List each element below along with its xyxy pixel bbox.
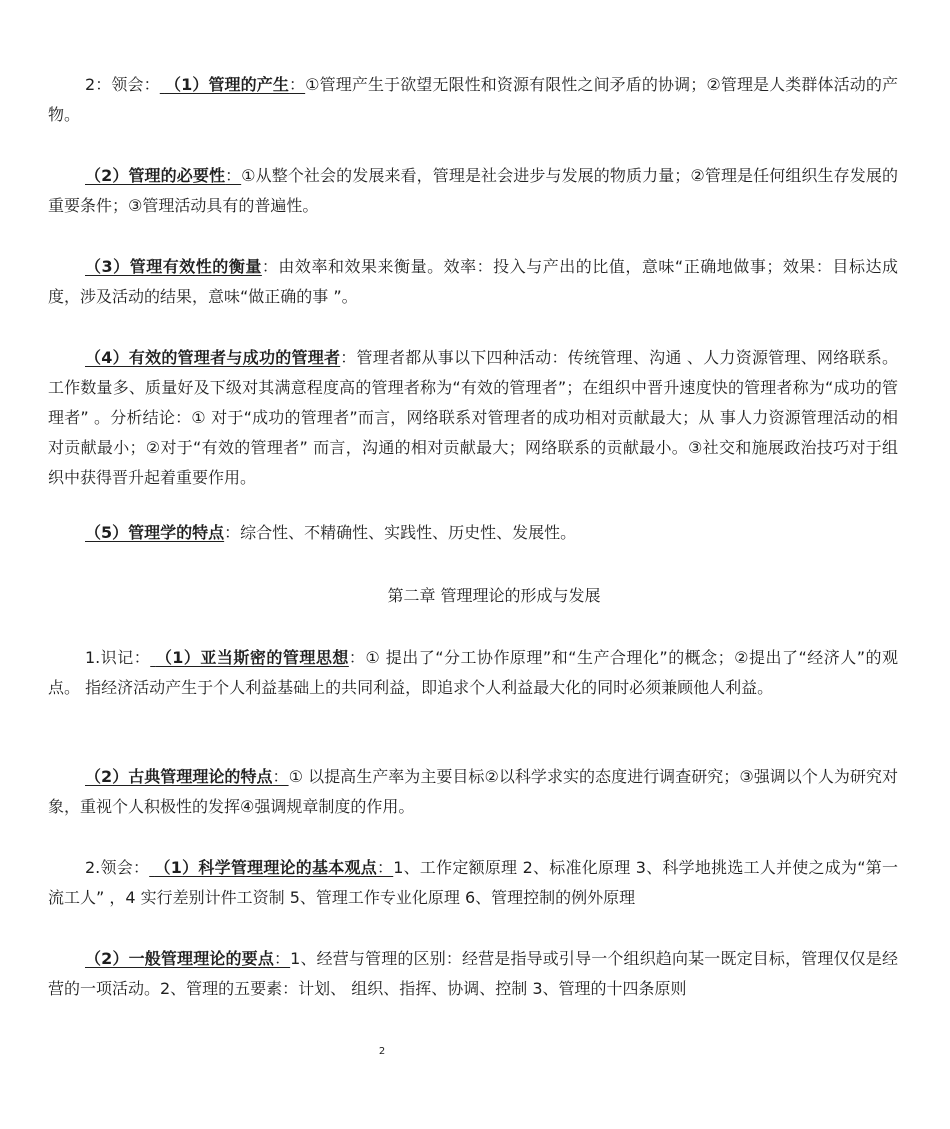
section-title: （2）古典管理理论的特点 bbox=[85, 767, 273, 786]
section-title: （1）管理的产生 bbox=[164, 75, 290, 94]
underline-tail: ： bbox=[273, 949, 291, 968]
paragraph-body: ①管理产生于欲望无限性和资源有限性之间矛盾的协调；②管理是人类群体活动的产物。 bbox=[48, 75, 898, 124]
underline-tail: ： bbox=[272, 767, 289, 786]
section-title: （2）一般管理理论的要点 bbox=[85, 949, 274, 968]
section-title: （1）亚当斯密的管理思想 bbox=[155, 648, 349, 667]
paragraph-management-origin bbox=[48, 70, 898, 130]
paragraph-scientific-management bbox=[48, 853, 898, 913]
paragraph-body: 1、经营与管理的区别：经营是指导或引导一个组织趋向某一既定目标，管理仅仅是经营的一项活动。2、管理的五要素：计划、 组织、指挥、协调、控制 3、管理的十四条原则 bbox=[48, 949, 898, 998]
paragraph-prefix: 1.识记： bbox=[85, 648, 151, 667]
section-title: （4）有效的管理者与成功的管理者 bbox=[85, 348, 341, 367]
paragraph-body: 1、工作定额原理 2、标准化原理 3、科学地挑选工人并使之成为“第一流工人” ，4 实行差别计件工资制 5、管理工作专业化原理 6、管理控制的例外原理 bbox=[48, 858, 898, 907]
chapter-heading: 第二章 管理理论的形成与发展 bbox=[387, 586, 601, 605]
paragraph-effective-managers bbox=[48, 343, 898, 493]
section-title: （2）管理的必要性 bbox=[85, 166, 226, 185]
section-title: （1）科学管理理论的基本观点 bbox=[154, 858, 377, 877]
paragraph-prefix: 2.领会： bbox=[85, 858, 150, 877]
page-number: 2 bbox=[378, 1046, 386, 1057]
paragraph-adam-smith bbox=[48, 643, 898, 703]
paragraph-classical-theory bbox=[48, 762, 898, 822]
paragraph-body: ：由效率和效果来衡量。效率：投入与产出的比值，意味“正确地做事；效果：目标达成度，涉及活动的结果，意味“做正确的事 ”。 bbox=[48, 257, 898, 306]
paragraph-body: ① 以提高生产率为主要目标②以科学求实的态度进行调查研究；③强调以个人为研究对象，重视个人积极性的发挥④强调规章制度的作用。 bbox=[48, 767, 898, 816]
paragraph-body: ：综合性、不精确性、实践性、历史性、发展性。 bbox=[224, 523, 577, 542]
section-title: （3）管理有效性的衡量 bbox=[85, 257, 262, 276]
section-title: （5）管理学的特点 bbox=[85, 523, 225, 542]
paragraph-prefix: 2：领会： bbox=[85, 75, 160, 94]
underline-tail: ： bbox=[225, 166, 242, 185]
paragraph-general-management bbox=[48, 944, 898, 1004]
paragraph-management-necessity bbox=[48, 161, 898, 221]
paragraph-body: ：管理者都从事以下四种活动：传统管理、沟通 、人力资源管理、网络联系。工作数量多、质量好及下级对其满意程度高的管理者称为“有效的管理者”；在组织中晋升速度快的管理者称为“成功的管理者” 。分析结论：① 对于“成功的管理者”而言，网络联系对管理者的成功相对贡献最大；从 事人力资源管理活动的相对贡献最小；②对于“有效的管理者” 而言，沟通的相对贡献最大；网络联系的贡献最小。③社交和施展政治技巧对于组织中获得晋升起着重要作用。 bbox=[48, 348, 898, 487]
paragraph-management-science-traits bbox=[48, 518, 898, 548]
paragraph-management-effectiveness bbox=[48, 252, 898, 312]
underline-tail: ： bbox=[376, 858, 394, 877]
paragraph-body: ①从整个社会的发展来看，管理是社会进步与发展的物质力量；②管理是任何组织生存发展的重要条件；③管理活动具有的普遍性。 bbox=[48, 166, 898, 215]
underline-tail: ： bbox=[289, 75, 306, 94]
paragraph-body: ：① 提出了“分工协作原理”和“生产合理化”的概念；②提出了“经济人”的观点。 指经济活动产生于个人利益基础上的共同利益，即追求个人利益最大化的同时必须兼顾他人利益。 bbox=[48, 648, 898, 697]
